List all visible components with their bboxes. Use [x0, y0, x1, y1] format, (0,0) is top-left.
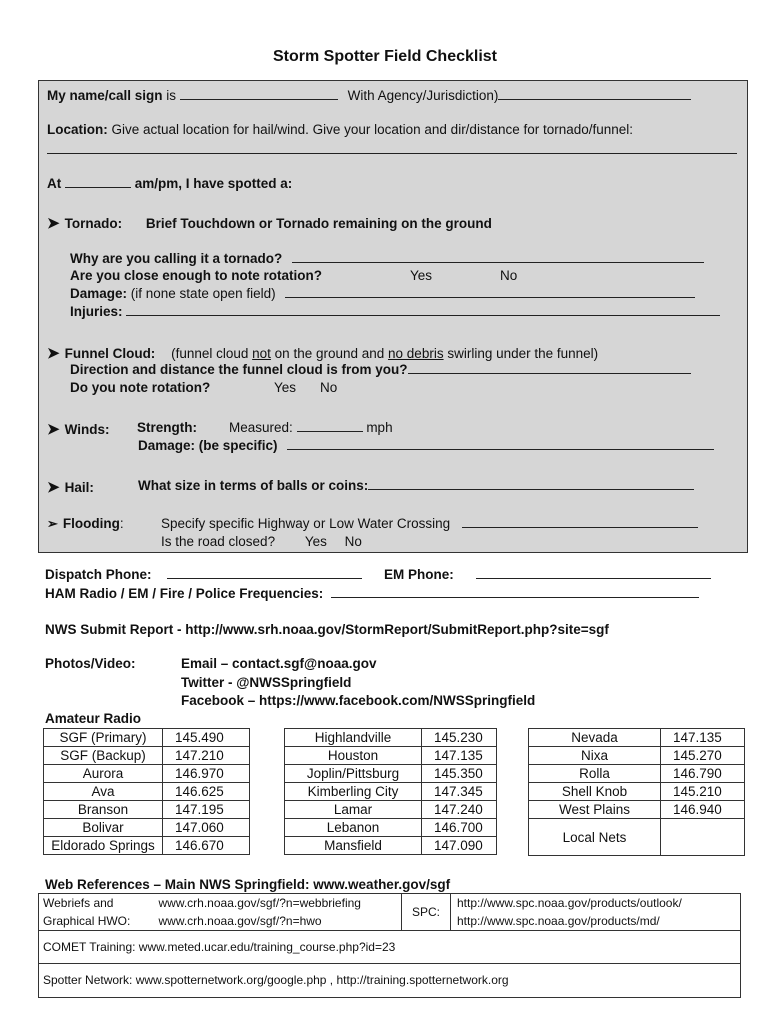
rotation-no[interactable]: No — [500, 268, 518, 283]
injuries-field[interactable] — [126, 304, 720, 316]
hail-field[interactable] — [368, 478, 694, 490]
dispatch-label: Dispatch Phone: — [45, 567, 152, 582]
radio-location: Rolla — [529, 765, 661, 783]
flooding-question — [161, 516, 698, 531]
tornado-text: Brief Touchdown or Tornado remaining on the ground — [145, 216, 492, 231]
radio-frequency: 146.970 — [163, 765, 250, 783]
name-is: is — [162, 88, 180, 103]
flooding-colon: : — [119, 516, 124, 531]
damage-row — [70, 286, 695, 301]
spc-urls — [451, 894, 741, 931]
wind-damage-field[interactable] — [287, 438, 714, 450]
radio-row — [44, 819, 250, 837]
name-row — [47, 88, 691, 103]
radio-location: Nixa — [529, 747, 661, 765]
radio-frequency: 145.270 — [661, 747, 745, 765]
local-nets-value — [661, 819, 745, 856]
radio-frequency: 147.135 — [422, 747, 497, 765]
damage-label: Damage: — [70, 286, 128, 301]
arrow-icon: ➢ — [47, 516, 58, 531]
radio-table-2 — [284, 728, 497, 855]
radio-row — [529, 819, 745, 856]
funnel-pre: (funnel cloud — [171, 346, 253, 361]
radio-location: Highlandville — [285, 729, 422, 747]
nws-submit: NWS Submit Report - http://www.srh.noaa.gov/StormReport/SubmitReport.php?site=sgf — [45, 622, 609, 637]
time-field[interactable] — [65, 176, 131, 188]
radio-frequency: 147.210 — [163, 747, 250, 765]
radio-frequency: 147.135 — [661, 729, 745, 747]
radio-row — [285, 801, 497, 819]
radio-row — [44, 747, 250, 765]
funnel-rotation-row — [70, 380, 338, 395]
location-field[interactable] — [47, 142, 737, 154]
name-label: My name/call sign — [47, 88, 163, 103]
comet-training[interactable]: COMET Training: www.meted.ucar.edu/training_course.php?id=23 — [39, 931, 741, 964]
radio-frequency: 145.350 — [422, 765, 497, 783]
radio-location: Lebanon — [285, 819, 422, 837]
radio-frequency: 147.090 — [422, 837, 497, 855]
funnel-no-debris: no debris — [388, 346, 444, 361]
radio-location: Aurora — [44, 765, 163, 783]
winds-label: Winds: — [64, 422, 110, 437]
photos-facebook: Facebook – https://www.facebook.com/NWSSpringfield — [181, 693, 536, 708]
at-text: am/pm, I have spotted a: — [131, 176, 293, 191]
wind-speed-field[interactable] — [297, 420, 363, 432]
web-heading: Web References – Main NWS Springfield: www.weather.gov/sgf — [45, 877, 451, 892]
road-closed-no[interactable]: No — [344, 534, 362, 549]
location-row — [47, 122, 633, 137]
radio-location: Shell Knob — [529, 783, 661, 801]
photos-twitter: Twitter - @NWSSpringfield — [181, 675, 352, 690]
location-label: Location: — [47, 122, 108, 137]
em-field[interactable] — [476, 567, 711, 579]
damage-hint: (if none state open field) — [127, 286, 276, 301]
mph-label: mph — [362, 420, 393, 435]
radio-frequency: 145.210 — [661, 783, 745, 801]
funnel-rotation-label: Do you note rotation? — [70, 380, 211, 395]
radio-location: Branson — [44, 801, 163, 819]
at-label: At — [47, 176, 62, 191]
radio-row — [44, 801, 250, 819]
radio-location: Kimberling City — [285, 783, 422, 801]
tornado-row — [47, 214, 492, 232]
location-text: Give actual location for hail/wind. Give your location and dir/distance for tornado/funnel: — [107, 122, 634, 137]
radio-location: Mansfield — [285, 837, 422, 855]
radio-frequency: 147.345 — [422, 783, 497, 801]
funnel-direction-row — [70, 362, 691, 377]
radio-row — [285, 783, 497, 801]
radio-location: Lamar — [285, 801, 422, 819]
funnel-direction-label: Direction and distance the funnel cloud is from you? — [70, 362, 408, 377]
flooding-label: Flooding — [62, 516, 120, 531]
radio-row — [44, 729, 250, 747]
hwo-label: Graphical HWO: — [43, 914, 131, 928]
agency-field[interactable] — [498, 88, 691, 100]
em-label: EM Phone: — [384, 567, 454, 582]
webriefs-label: Webriefs and — [43, 896, 114, 910]
radio-frequency: 147.060 — [163, 819, 250, 837]
name-field[interactable] — [180, 88, 338, 100]
dispatch-field[interactable] — [167, 567, 362, 579]
radio-row — [285, 729, 497, 747]
wind-damage-label: Damage: (be specific) — [138, 438, 278, 453]
ham-row — [45, 586, 699, 601]
agency-label: With Agency/Jurisdiction) — [347, 88, 499, 103]
web-references-table — [38, 893, 741, 998]
radio-row — [285, 819, 497, 837]
webriefs-urls — [156, 894, 402, 931]
radio-frequency: 147.240 — [422, 801, 497, 819]
spc-md-link[interactable]: http://www.spc.noaa.gov/products/md/ — [457, 914, 660, 928]
arrow-icon: ➤ — [47, 421, 60, 438]
photos-email: Email – contact.sgf@noaa.gov — [181, 656, 377, 671]
radio-table-1 — [43, 728, 250, 855]
funnel-label: Funnel Cloud: — [64, 346, 156, 361]
why-tornado-row — [70, 251, 704, 266]
radio-location: Ava — [44, 783, 163, 801]
radio-row — [529, 747, 745, 765]
radio-row — [285, 765, 497, 783]
radio-row — [529, 729, 745, 747]
radio-frequency: 146.670 — [163, 837, 250, 855]
ham-field[interactable] — [331, 586, 699, 598]
road-closed-yes[interactable]: Yes — [304, 534, 327, 549]
rotation-row — [70, 268, 518, 283]
arrow-icon: ➤ — [47, 215, 60, 232]
hwo-link[interactable]: www.crh.noaa.gov/sgf/?n=hwo — [158, 914, 322, 928]
radio-row — [44, 765, 250, 783]
radio-row — [529, 765, 745, 783]
page-title: Storm Spotter Field Checklist — [272, 48, 498, 65]
funnel-rotation-yes[interactable]: Yes — [274, 380, 297, 395]
radio-location: Joplin/Pittsburg — [285, 765, 422, 783]
funnel-not: not — [252, 346, 271, 361]
flooding-row — [47, 516, 451, 532]
why-tornado-label: Why are you calling it a tornado? — [70, 251, 283, 266]
radio-frequency: 146.940 — [661, 801, 745, 819]
radio-row — [44, 837, 250, 855]
radio-location: West Plains — [529, 801, 661, 819]
dispatch-row — [45, 567, 711, 582]
why-tornado-field[interactable] — [292, 251, 704, 263]
radio-frequency: 147.195 — [163, 801, 250, 819]
funnel-mid: on the ground and — [270, 346, 389, 361]
radio-location: SGF (Primary) — [44, 729, 163, 747]
radio-table-3 — [528, 728, 745, 856]
webriefs-labels — [39, 894, 156, 931]
flooding-field[interactable] — [462, 516, 698, 528]
radio-row — [44, 783, 250, 801]
wind-damage-row — [138, 438, 714, 453]
measured-label: Measured: — [229, 420, 293, 435]
tornado-label: Tornado: — [64, 216, 123, 231]
rotation-yes[interactable]: Yes — [410, 268, 433, 283]
radio-location: SGF (Backup) — [44, 747, 163, 765]
radio-frequency: 146.700 — [422, 819, 497, 837]
arrow-icon: ➤ — [47, 345, 60, 362]
injuries-label: Injuries: — [70, 304, 123, 319]
radio-frequency: 146.790 — [661, 765, 745, 783]
spc-outlook-link[interactable]: http://www.spc.noaa.gov/products/outlook/ — [457, 896, 682, 910]
rotation-question: Are you close enough to note rotation? — [70, 268, 323, 283]
radio-location: Eldorado Springs — [44, 837, 163, 855]
spotter-network[interactable]: Spotter Network: www.spotternetwork.org/google.php , http://training.spotternetwork.org — [39, 964, 741, 998]
radio-frequency: 145.490 — [163, 729, 250, 747]
measured-row — [229, 420, 393, 435]
funnel-post: swirling under the funnel) — [443, 346, 599, 361]
injuries-row — [70, 304, 720, 319]
radio-row — [285, 837, 497, 855]
funnel-row — [47, 344, 598, 362]
at-row — [47, 176, 292, 191]
amateur-radio-label: Amateur Radio — [45, 711, 142, 726]
radio-row — [529, 801, 745, 819]
funnel-rotation-no[interactable]: No — [320, 380, 338, 395]
radio-location: Nevada — [529, 729, 661, 747]
road-closed-label: Is the road closed? — [161, 534, 276, 549]
winds-row — [47, 420, 393, 438]
spc-label: SPC: — [402, 894, 451, 931]
arrow-icon: ➤ — [47, 479, 60, 496]
hail-text: What size in terms of balls or coins: — [138, 478, 369, 493]
radio-row — [529, 783, 745, 801]
hail-question — [138, 478, 694, 493]
ham-label: HAM Radio / EM / Fire / Police Frequencies: — [45, 586, 324, 601]
radio-frequency: 145.230 — [422, 729, 497, 747]
photos-label: Photos/Video: — [45, 656, 136, 671]
road-closed-row — [161, 534, 362, 549]
flooding-text: Specify specific Highway or Low Water Crossing — [161, 516, 451, 531]
radio-location: Bolivar — [44, 819, 163, 837]
radio-location: Houston — [285, 747, 422, 765]
damage-field[interactable] — [285, 286, 695, 298]
local-nets-label: Local Nets — [529, 819, 661, 856]
funnel-direction-field[interactable] — [408, 362, 691, 374]
radio-frequency: 146.625 — [163, 783, 250, 801]
webriefs-link[interactable]: www.crh.noaa.gov/sgf/?n=webbriefing — [158, 896, 361, 910]
hail-label: Hail: — [64, 480, 94, 495]
hail-row — [47, 478, 369, 496]
radio-row — [285, 747, 497, 765]
strength-label: Strength: — [137, 420, 197, 435]
